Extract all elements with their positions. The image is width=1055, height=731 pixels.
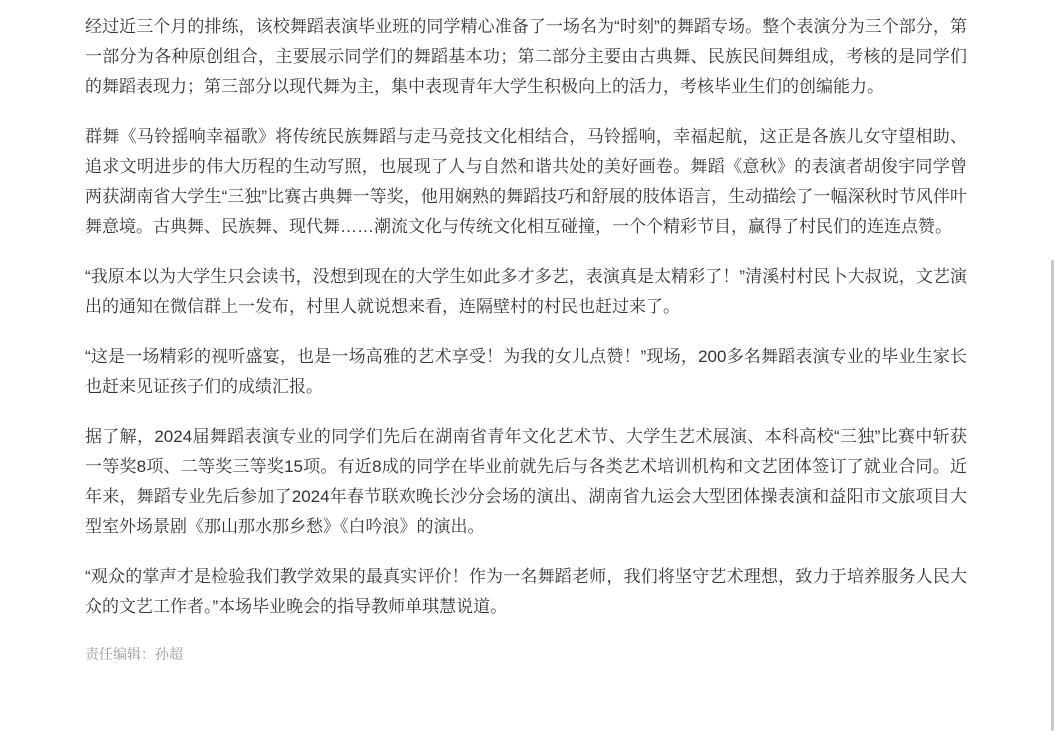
- article-paragraph-4: “这是一场精彩的视听盛宴，也是一场高雅的艺术享受！为我的女儿点赞！”现场，200多名舞蹈表演专业的毕业生家长也赶来见证孩子们的成绩汇报。: [85, 347, 967, 396]
- article-paragraph-2: 群舞《马铃摇响幸福歌》将传统民族舞蹈与走马竞技文化相结合，马铃摇响，幸福起航，这正是各族儿女守望相助、追求文明进步的伟大历程的生动写照，也展现了人与自然和谐共处的美好画卷。舞蹈《意秋》的表演者胡俊宇同学曾两获湖南省大学生“三独”比赛古典舞一等奖，他用娴熟的舞蹈技巧和舒展的肢体语言，生动描绘了一幅深秋时节风伴叶舞意境。古典舞、民族舞、现代舞……潮流文化与传统文化相互碰撞，一个个精彩节目，赢得了村民们的连连点赞。: [85, 127, 967, 236]
- article-paragraph-5: 据了解，2024届舞蹈表演专业的同学们先后在湖南省青年文化艺术节、大学生艺术展演、本科高校“三独”比赛中斩获一等奖8项、二等奖三等奖15项。有近8成的同学在毕业前就先后与各类艺术培训机构和文艺团体签订了就业合同。近年来，舞蹈专业先后参加了2024年春节联欢晚长沙分会场的演出、湖南省九运会大型团体操表演和益阳市文旅项目大型室外场景剧《那山那水那乡愁》《白吟浪》的演出。: [85, 427, 967, 536]
- editor-note: 责任编辑：孙超: [85, 646, 183, 662]
- article-paragraph-1: 经过近三个月的排练，该校舞蹈表演毕业班的同学精心准备了一场名为“时刻”的舞蹈专场。整个表演分为三个部分，第一部分为各种原创组合，主要展示同学们的舞蹈基本功；第二部分主要由古典舞、民族民间舞组成，考核的是同学们的舞蹈表现力；第三部分以现代舞为主，集中表现青年大学生积极向上的活力，考核毕业生们的创编能力。: [85, 17, 967, 96]
- article-body: [85, 12, 967, 664]
- article-paragraph-6: “观众的掌声才是检验我们教学效果的最真实评价！作为一名舞蹈老师，我们将坚守艺术理想，致力于培养服务人民大众的文艺工作者。”本场毕业晚会的指导教师单琪慧说道。: [85, 567, 967, 616]
- scrollbar-track[interactable]: [1049, 0, 1055, 731]
- scrollbar-thumb[interactable]: [1051, 260, 1054, 731]
- article-paragraph-3: “我原本以为大学生只会读书，没想到现在的大学生如此多才多艺，表演真是太精彩了！”清溪村村民卜大叔说，文艺演出的通知在微信群上一发布，村里人就说想来看，连隔壁村的村民也赶过来了。: [85, 267, 967, 316]
